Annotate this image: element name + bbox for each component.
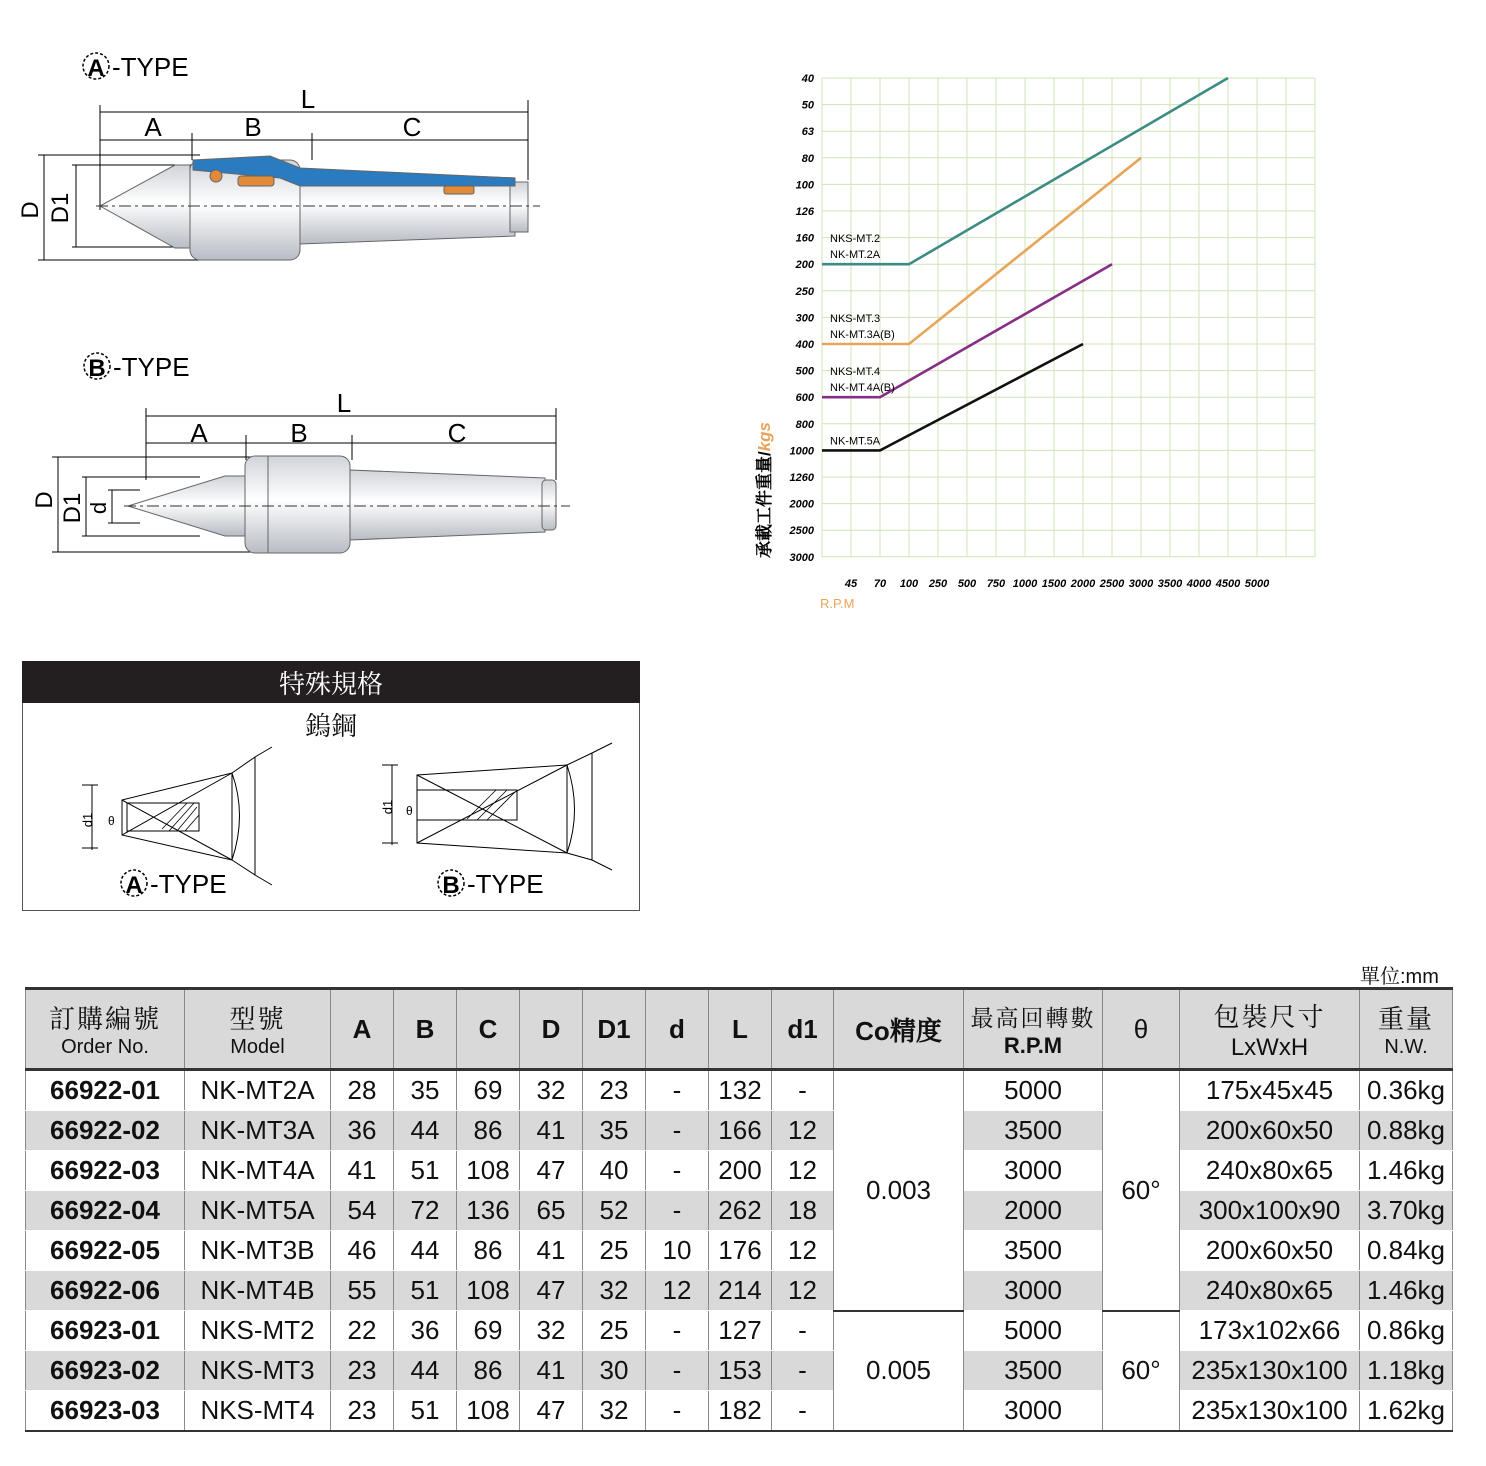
cell-d: 41 — [520, 1231, 583, 1271]
cell-d: - — [646, 1311, 709, 1351]
cell-pack: 235x130x100 — [1180, 1351, 1360, 1391]
cell-d1: - — [772, 1391, 834, 1432]
x-tick-label: 4000 — [1186, 577, 1212, 590]
cell-pack: 200x60x50 — [1180, 1111, 1360, 1151]
cell-order: 66922-04 — [26, 1191, 185, 1231]
b-type-drawing — [0, 330, 720, 630]
special-b-type-label — [438, 869, 544, 899]
cell-nw: 0.84kg — [1360, 1231, 1453, 1271]
cell-l: 214 — [709, 1271, 772, 1311]
cell-b: 44 — [394, 1231, 457, 1271]
th-order: 訂購編號 Order No. — [26, 989, 185, 1070]
cell-rpm: 3500 — [964, 1351, 1103, 1391]
a-dim-L: L — [300, 84, 316, 114]
cell-d1: 18 — [772, 1191, 834, 1231]
cell-order: 66922-05 — [26, 1231, 185, 1271]
cell-b: 51 — [394, 1151, 457, 1191]
a-type-title — [83, 52, 189, 82]
y-tick-label: 160 — [795, 232, 814, 245]
chart-x-title: R.P.M — [820, 596, 855, 611]
table-row — [26, 1391, 1453, 1432]
b-type-suffix: -TYPE — [113, 352, 190, 382]
x-tick-label: 1000 — [1012, 577, 1038, 590]
a-type-suffix: -TYPE — [112, 52, 189, 82]
cell-nw: 1.46kg — [1360, 1271, 1453, 1311]
cell-model: NKS-MT2 — [185, 1311, 331, 1351]
th-C: C — [457, 989, 520, 1070]
a-dim-D1: D1 — [47, 192, 74, 224]
cell-d1: 52 — [583, 1191, 646, 1231]
cell-theta: 60° — [1103, 1070, 1180, 1311]
cell-b: 36 — [394, 1311, 457, 1351]
cell-d1: - — [772, 1070, 834, 1111]
cell-l: 182 — [709, 1391, 772, 1432]
cell-pack: 200x60x50 — [1180, 1231, 1360, 1271]
x-tick-label: 250 — [928, 577, 948, 590]
y-tick-label: 500 — [795, 365, 814, 378]
cell-model: NK-MT2A — [185, 1070, 331, 1111]
tungsten-tip-drawings — [22, 735, 640, 910]
cell-d1: 25 — [583, 1311, 646, 1351]
y-tick-label: 400 — [795, 339, 814, 351]
cell-l: 127 — [709, 1311, 772, 1351]
cell-d1: 12 — [772, 1111, 834, 1151]
y-tick-label: 600 — [795, 392, 814, 405]
table-header-row — [26, 989, 1453, 1070]
a-dim-A: A — [144, 112, 162, 142]
cell-rpm: 5000 — [964, 1311, 1103, 1351]
x-tick-label: 70 — [873, 577, 887, 590]
th-co: Co精度 — [834, 989, 964, 1070]
y-tick-label: 3000 — [789, 551, 814, 564]
cell-d: 47 — [520, 1391, 583, 1432]
series-label: NK-MT.5A — [830, 435, 881, 448]
cell-l: 153 — [709, 1351, 772, 1391]
cell-d: - — [646, 1111, 709, 1151]
cell-pack: 300x100x90 — [1180, 1191, 1360, 1231]
cell-model: NK-MT4B — [185, 1271, 331, 1311]
cell-d1: - — [772, 1311, 834, 1351]
y-tick-label: 1000 — [789, 445, 814, 458]
x-tick-label: 3000 — [1128, 577, 1154, 590]
series-label: NK-MT.3A(B) — [830, 329, 895, 341]
cell-d: 32 — [520, 1070, 583, 1111]
svg-text:A: A — [125, 872, 143, 899]
y-tick-label: 80 — [801, 152, 814, 165]
cell-model: NK-MT4A — [185, 1151, 331, 1191]
cell-c: 86 — [457, 1231, 520, 1271]
unit-label: 單位:mm — [1360, 966, 1439, 988]
cell-co: 0.005 — [834, 1311, 964, 1432]
cell-d: - — [646, 1070, 709, 1111]
cell-nw: 1.62kg — [1360, 1391, 1453, 1432]
cell-l: 200 — [709, 1151, 772, 1191]
b-dim-L: L — [336, 388, 352, 418]
cell-rpm: 3000 — [964, 1391, 1103, 1432]
cell-a: 23 — [331, 1391, 394, 1432]
y-tick-label: 40 — [801, 73, 814, 85]
x-tick-label: 3500 — [1157, 577, 1183, 590]
cell-l: 166 — [709, 1111, 772, 1151]
y-tick-label: 50 — [801, 99, 814, 112]
cell-d1: 32 — [583, 1271, 646, 1311]
cell-b: 51 — [394, 1391, 457, 1432]
cell-rpm: 3500 — [964, 1231, 1103, 1271]
table-row — [26, 1191, 1453, 1231]
cell-pack: 235x130x100 — [1180, 1391, 1360, 1432]
cell-model: NK-MT5A — [185, 1191, 331, 1231]
cell-b: 35 — [394, 1070, 457, 1111]
x-tick-label: 2500 — [1099, 577, 1125, 590]
cell-theta: 60° — [1103, 1311, 1180, 1432]
cell-nw: 0.36kg — [1360, 1070, 1453, 1111]
th-rpm: 最高回轉數 R.P.M — [964, 989, 1103, 1070]
y-tick-label: 250 — [795, 285, 814, 298]
table-row — [26, 1111, 1453, 1151]
spec-table — [25, 987, 1453, 1432]
cell-b: 44 — [394, 1351, 457, 1391]
cell-nw: 0.86kg — [1360, 1311, 1453, 1351]
cell-b: 72 — [394, 1191, 457, 1231]
b-dim-B: B — [290, 418, 308, 448]
cell-d: - — [646, 1351, 709, 1391]
cell-order: 66922-06 — [26, 1271, 185, 1311]
cell-nw: 0.88kg — [1360, 1111, 1453, 1151]
table-row — [26, 1070, 1453, 1111]
cell-a: 55 — [331, 1271, 394, 1311]
cell-pack: 240x80x65 — [1180, 1271, 1360, 1311]
cell-d1: 12 — [772, 1271, 834, 1311]
series-label: NKS-MT.3 — [830, 313, 881, 325]
a-type-drawing — [0, 0, 720, 382]
cell-pack: 175x45x45 — [1180, 1070, 1360, 1111]
cell-d1: 23 — [583, 1070, 646, 1111]
y-tick-label: 100 — [795, 179, 814, 192]
b-dim-D1: D1 — [59, 492, 86, 524]
cell-c: 86 — [457, 1351, 520, 1391]
cell-l: 132 — [709, 1070, 772, 1111]
x-tick-label: 45 — [844, 577, 858, 590]
cell-rpm: 2000 — [964, 1191, 1103, 1231]
th-d1: d1 — [772, 989, 834, 1070]
cell-c: 108 — [457, 1151, 520, 1191]
cell-rpm: 3000 — [964, 1271, 1103, 1311]
th-d: d — [646, 989, 709, 1070]
th-nw: 重量 N.W. — [1360, 989, 1453, 1070]
special-b-theta: θ — [406, 804, 413, 818]
cell-model: NKS-MT4 — [185, 1391, 331, 1432]
th-model: 型號 Model — [185, 989, 331, 1070]
y-tick-label: 2500 — [789, 525, 814, 538]
cell-b: 44 — [394, 1111, 457, 1151]
th-D: D — [520, 989, 583, 1070]
a-dim-C: C — [402, 112, 422, 142]
special-spec-subtitle: 鎢鋼 — [304, 711, 357, 741]
cell-nw: 3.70kg — [1360, 1191, 1453, 1231]
table-row — [26, 1151, 1453, 1191]
cell-order: 66923-01 — [26, 1311, 185, 1351]
cell-order: 66923-03 — [26, 1391, 185, 1432]
a-dim-B: B — [244, 112, 262, 142]
cell-d: 41 — [520, 1351, 583, 1391]
cell-nw: 1.46kg — [1360, 1151, 1453, 1191]
y-tick-label: 300 — [795, 312, 814, 325]
cell-d1: 35 — [583, 1111, 646, 1151]
y-tick-label: 2000 — [789, 498, 814, 511]
x-tick-label: 5000 — [1244, 577, 1270, 590]
x-tick-label: 1500 — [1041, 577, 1067, 590]
cell-a: 36 — [331, 1111, 394, 1151]
cell-pack: 173x102x66 — [1180, 1311, 1360, 1351]
x-tick-label: 750 — [986, 577, 1006, 590]
cell-a: 28 — [331, 1070, 394, 1111]
cell-d1: 30 — [583, 1351, 646, 1391]
y-tick-label: 63 — [801, 126, 814, 139]
cell-order: 66923-02 — [26, 1351, 185, 1391]
cell-d: - — [646, 1191, 709, 1231]
cell-rpm: 3500 — [964, 1111, 1103, 1151]
cell-d: 65 — [520, 1191, 583, 1231]
b-dim-d: d — [86, 501, 111, 515]
cell-d1: 40 — [583, 1151, 646, 1191]
x-tick-label: 500 — [957, 577, 977, 590]
special-a-theta: θ — [108, 814, 115, 828]
special-spec-title: 特殊規格 — [22, 661, 640, 703]
cell-order: 66922-01 — [26, 1070, 185, 1111]
b-type-badge: B — [88, 355, 106, 382]
cell-d: - — [646, 1151, 709, 1191]
cell-order: 66922-02 — [26, 1111, 185, 1151]
series-label: NK-MT.4A(B) — [830, 382, 895, 395]
th-pack: 包裝尺寸 LxWxH — [1180, 989, 1360, 1070]
svg-text:B: B — [442, 872, 460, 899]
cell-d: 32 — [520, 1311, 583, 1351]
th-theta: θ — [1103, 989, 1180, 1070]
cell-a: 23 — [331, 1351, 394, 1391]
series-label: NK-MT.2A — [830, 249, 881, 262]
cell-b: 51 — [394, 1271, 457, 1311]
cell-co: 0.003 — [834, 1070, 964, 1311]
cell-c: 86 — [457, 1111, 520, 1151]
special-a-type-label — [121, 869, 227, 899]
th-D1: D1 — [583, 989, 646, 1070]
special-a-d1: d1 — [80, 812, 95, 828]
cell-d1: 12 — [772, 1231, 834, 1271]
chart-y-title: 承載工件重量/kgs — [755, 421, 774, 559]
table-row — [26, 1351, 1453, 1391]
x-tick-label: 2000 — [1070, 577, 1096, 590]
y-tick-label: 200 — [795, 259, 814, 272]
cell-d: 41 — [520, 1111, 583, 1151]
b-dim-A: A — [190, 418, 208, 448]
cell-a: 41 — [331, 1151, 394, 1191]
cell-c: 69 — [457, 1070, 520, 1111]
cell-d: 10 — [646, 1231, 709, 1271]
a-type-badge: A — [87, 55, 105, 82]
b-dim-C: C — [447, 418, 467, 448]
cell-d1: 25 — [583, 1231, 646, 1271]
cell-c: 108 — [457, 1391, 520, 1432]
th-L: L — [709, 989, 772, 1070]
cell-model: NK-MT3B — [185, 1231, 331, 1271]
cell-d: - — [646, 1391, 709, 1432]
table-row — [26, 1311, 1453, 1351]
cell-a: 54 — [331, 1191, 394, 1231]
x-tick-label: 100 — [899, 577, 919, 590]
cell-c: 136 — [457, 1191, 520, 1231]
b-dim-D: D — [31, 491, 58, 509]
load-chart — [740, 60, 1340, 630]
cell-model: NK-MT3A — [185, 1111, 331, 1151]
svg-text:-TYPE: -TYPE — [150, 869, 227, 899]
y-tick-label: 800 — [795, 418, 814, 431]
series-label: NKS-MT.4 — [830, 366, 881, 379]
cell-l: 176 — [709, 1231, 772, 1271]
cell-d: 47 — [520, 1271, 583, 1311]
x-tick-label: 4500 — [1215, 577, 1241, 590]
cell-nw: 1.18kg — [1360, 1351, 1453, 1391]
cell-a: 46 — [331, 1231, 394, 1271]
y-tick-label: 126 — [795, 206, 814, 218]
table-row — [26, 1271, 1453, 1311]
svg-text:-TYPE: -TYPE — [467, 869, 544, 899]
cell-rpm: 5000 — [964, 1070, 1103, 1111]
cell-order: 66922-03 — [26, 1151, 185, 1191]
cell-d1: - — [772, 1351, 834, 1391]
th-B: B — [394, 989, 457, 1070]
y-tick-label: 1260 — [789, 472, 814, 484]
cell-l: 262 — [709, 1191, 772, 1231]
cell-c: 69 — [457, 1311, 520, 1351]
cell-d: 47 — [520, 1151, 583, 1191]
a-dim-D: D — [17, 201, 44, 219]
cell-pack: 240x80x65 — [1180, 1151, 1360, 1191]
cell-rpm: 3000 — [964, 1151, 1103, 1191]
table-row — [26, 1231, 1453, 1271]
special-b-d1: d1 — [380, 799, 395, 815]
cell-d1: 32 — [583, 1391, 646, 1432]
cell-c: 108 — [457, 1271, 520, 1311]
th-A: A — [331, 989, 394, 1070]
cell-a: 22 — [331, 1311, 394, 1351]
series-label: NKS-MT.2 — [830, 233, 881, 246]
cell-d1: 12 — [772, 1151, 834, 1191]
cell-d: 12 — [646, 1271, 709, 1311]
cell-model: NKS-MT3 — [185, 1351, 331, 1391]
